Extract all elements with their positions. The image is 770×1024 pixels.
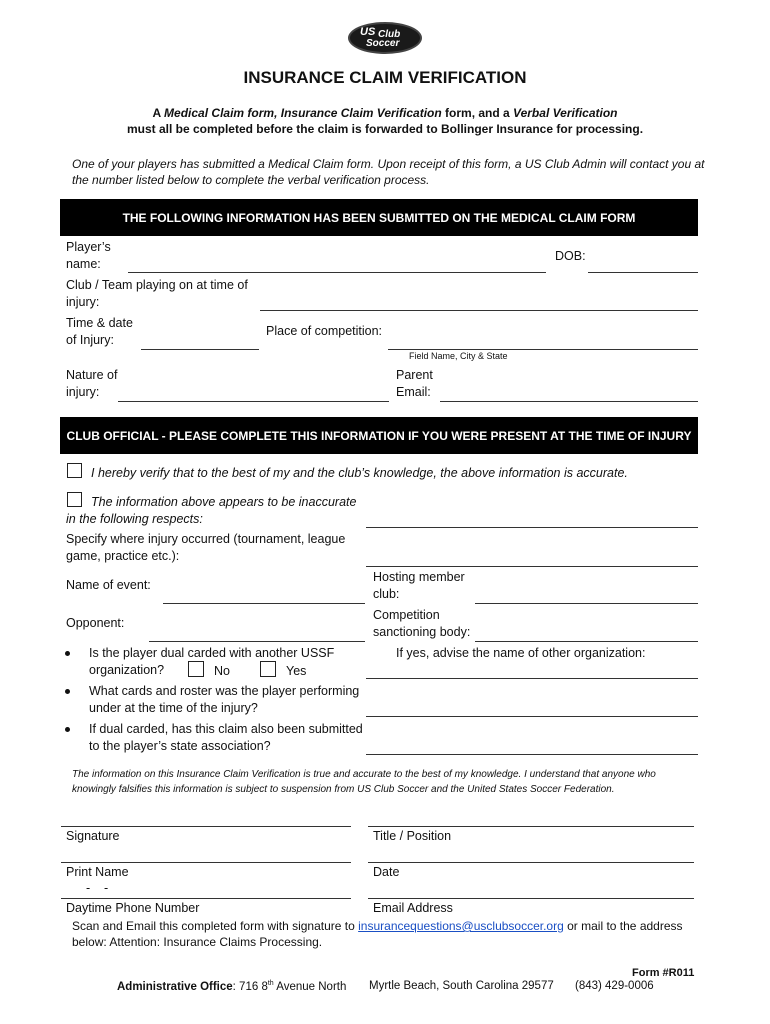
- dual-yes-label: Yes: [286, 664, 307, 678]
- label-line: Club / Team playing on at time of: [66, 278, 248, 292]
- label-line: Hosting member: [373, 570, 465, 584]
- place-hint: Field Name, City & State: [409, 351, 508, 361]
- email-address-label: Email Address: [373, 901, 453, 915]
- dual-text-1: Is the player dual carded with another USSF: [89, 646, 335, 660]
- us-club-soccer-logo: [348, 22, 422, 54]
- scan-text: Scan and Email this completed form with signature to: [72, 919, 359, 933]
- time-date-field[interactable]: [141, 349, 259, 350]
- title-position-field[interactable]: [368, 826, 694, 827]
- label-line: injury:: [66, 295, 100, 309]
- office-sup: th: [267, 980, 274, 987]
- notice-line-1: One of your players has submitted a Medical Claim form. Upon receipt of this form, a US Club Admin will contact you at: [72, 157, 705, 171]
- label-line: Parent: [396, 368, 433, 382]
- place-field[interactable]: [388, 349, 698, 350]
- label-line: Email:: [396, 385, 431, 399]
- advise-label: If yes, advise the name of other organization:: [396, 646, 646, 660]
- bullet-dot: [65, 651, 70, 656]
- nature-label: [66, 367, 117, 401]
- hosting-field[interactable]: [475, 603, 698, 604]
- cards-field[interactable]: [366, 716, 698, 717]
- club-team-label: [66, 277, 248, 311]
- office-label: Administrative Office: [117, 980, 233, 993]
- daytime-phone-field[interactable]: [61, 898, 351, 899]
- office-address: [117, 980, 346, 993]
- intro-verbal: Verbal Verification: [513, 106, 618, 120]
- cards-text-2: under at the time of the injury?: [89, 701, 258, 715]
- nature-field[interactable]: [118, 401, 389, 402]
- intro-forms: Medical Claim form, Insurance Claim Verification: [164, 106, 442, 120]
- date-field[interactable]: [368, 862, 694, 863]
- dual-no-label: No: [214, 664, 230, 678]
- intro-text: A: [152, 106, 165, 120]
- date-label: Date: [373, 865, 400, 879]
- insurance-email-link[interactable]: insurancequestions@usclubsoccer.org: [358, 919, 564, 933]
- label-line: Nature of: [66, 368, 118, 382]
- scan-line-2: below: Attention: Insurance Claims Processing.: [72, 935, 323, 949]
- club-team-field[interactable]: [260, 310, 698, 311]
- opponent-field[interactable]: [149, 641, 365, 642]
- parent-email-field[interactable]: [440, 401, 698, 402]
- logo-soccer: Soccer: [366, 38, 400, 49]
- event-field[interactable]: [163, 603, 365, 604]
- time-date-label: [66, 315, 133, 349]
- advise-field[interactable]: [366, 678, 698, 679]
- label-line: club:: [373, 587, 400, 601]
- dual-no-checkbox[interactable]: [188, 661, 204, 677]
- label-line: Time & date: [66, 316, 133, 330]
- print-name-label: Print Name: [66, 865, 129, 879]
- scan-line-1: [72, 918, 683, 934]
- scan-text-2: or mail to the address: [563, 919, 683, 933]
- office-city: Myrtle Beach, South Carolina 29577: [369, 980, 554, 992]
- claim-text-2: to the player’s state association?: [89, 739, 271, 753]
- notice-line-2: the number listed below to complete the verbal verification process.: [72, 173, 430, 187]
- players-name-label: [66, 239, 111, 273]
- label-line: game, practice etc.):: [66, 549, 180, 563]
- daytime-phone-label: Daytime Phone Number: [66, 901, 200, 915]
- inaccurate-checkbox[interactable]: [67, 492, 82, 507]
- section-header-club-official: CLUB OFFICIAL - PLEASE COMPLETE THIS INFORMATION IF YOU WERE PRESENT AT THE TIME OF INJURY: [60, 417, 698, 454]
- office-street: Avenue North: [273, 980, 347, 993]
- dob-label: DOB:: [555, 249, 586, 263]
- office-number: : 716 8: [232, 980, 268, 993]
- bullet-dot: [65, 689, 70, 694]
- dual-yes-checkbox[interactable]: [260, 661, 276, 677]
- label-line: Player’s: [66, 240, 111, 254]
- parent-email-label: [396, 367, 433, 401]
- inaccurate-field[interactable]: [366, 527, 698, 528]
- office-phone: (843) 429-0006: [575, 980, 654, 992]
- competition-field[interactable]: [475, 641, 698, 642]
- claim-field[interactable]: [366, 754, 698, 755]
- inaccurate-text-1: The information above appears to be inaccurate: [91, 495, 357, 509]
- hosting-label: [373, 569, 465, 603]
- intro-text-2: form, and a: [441, 106, 514, 120]
- inaccurate-text-2: in the following respects:: [66, 512, 203, 526]
- players-name-field[interactable]: [128, 272, 546, 273]
- dob-field[interactable]: [588, 272, 698, 273]
- competition-label: [373, 607, 470, 641]
- section-header-claim-info: THE FOLLOWING INFORMATION HAS BEEN SUBMITTED ON THE MEDICAL CLAIM FORM: [60, 199, 698, 236]
- label-line: sanctioning body:: [373, 625, 471, 639]
- verify-text: I hereby verify that to the best of my and the club’s knowledge, the above information is accurate.: [91, 466, 628, 480]
- event-label: Name of event:: [66, 578, 151, 592]
- cards-text-1: What cards and roster was the player performing: [89, 684, 360, 698]
- label-line: injury:: [66, 385, 100, 399]
- claim-text-1: If dual carded, has this claim also been submitted: [89, 722, 363, 736]
- label-line: of Injury:: [66, 333, 114, 347]
- email-address-field[interactable]: [368, 898, 694, 899]
- form-number: Form #R011: [632, 967, 695, 979]
- intro-line-2: must all be completed before the claim is forwarded to Bollinger Insurance for processing.: [126, 122, 644, 136]
- page-title: INSURANCE CLAIM VERIFICATION: [243, 68, 527, 87]
- phone-dashes: - -: [86, 881, 109, 895]
- title-position-label: Title / Position: [373, 829, 452, 843]
- dual-text-2: organization?: [89, 663, 165, 677]
- specify-label: [66, 531, 345, 565]
- opponent-label: Opponent:: [66, 616, 125, 630]
- logo-club: Club: [378, 29, 401, 40]
- specify-field[interactable]: [366, 566, 698, 567]
- statement-line-1: The information on this Insurance Claim Verification is true and accurate to the best of my knowledge. I understand that anyone who: [72, 769, 656, 780]
- label-line: name:: [66, 257, 101, 271]
- logo-us: US: [360, 26, 376, 38]
- label-line: Competition: [373, 608, 440, 622]
- bullet-dot: [65, 727, 70, 732]
- statement-line-2: knowingly falsifies this information is subject to suspension from US Club Soccer and the United States Soccer Federation.: [72, 784, 615, 795]
- verify-checkbox[interactable]: [67, 463, 82, 478]
- signature-field[interactable]: [61, 826, 351, 827]
- place-label: Place of competition:: [266, 324, 383, 338]
- print-name-field[interactable]: [61, 862, 351, 863]
- intro-line-1: [0, 105, 770, 121]
- label-line: Specify where injury occurred (tournament, league: [66, 532, 346, 546]
- signature-label: Signature: [66, 829, 120, 843]
